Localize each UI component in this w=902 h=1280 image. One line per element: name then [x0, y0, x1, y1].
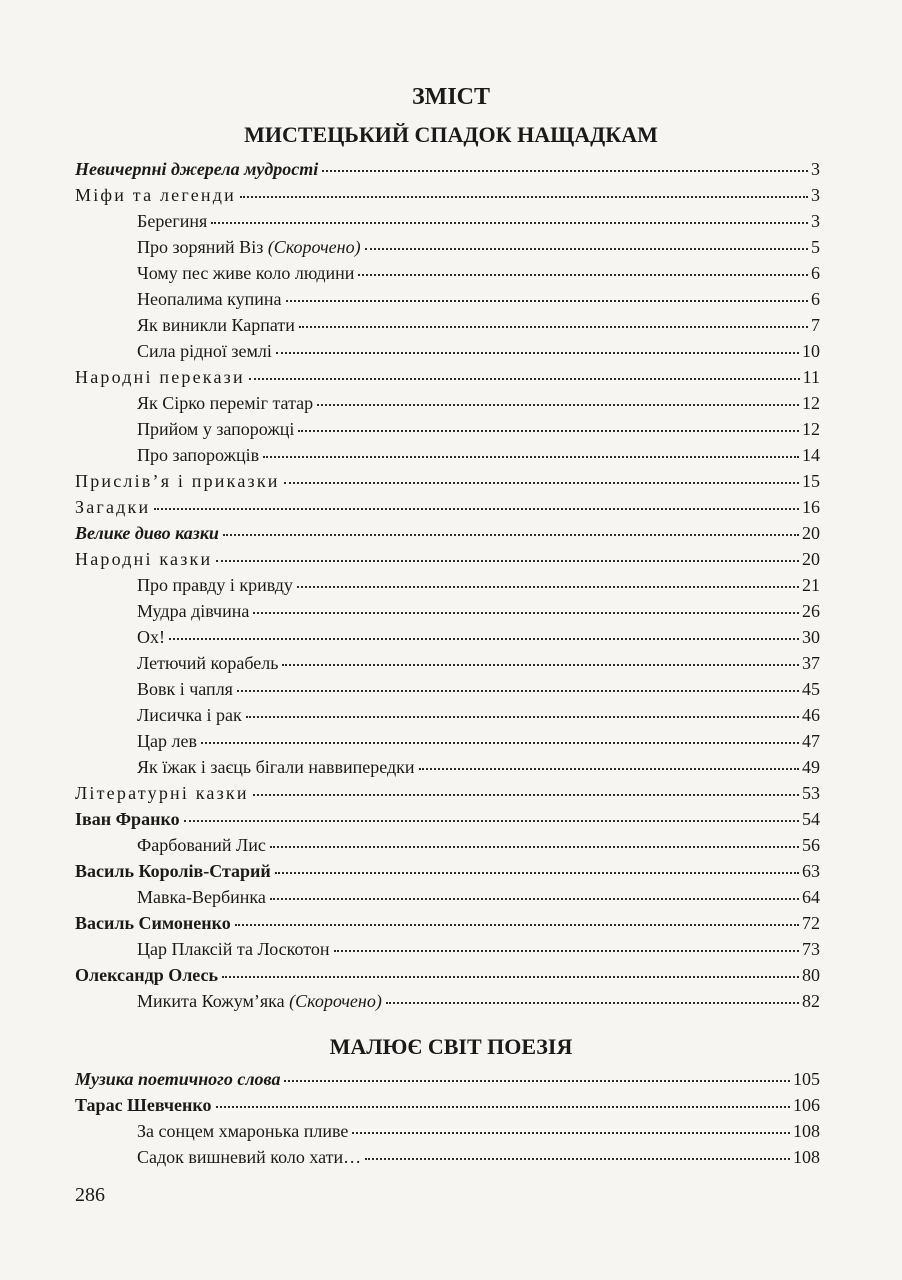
toc-entry-title [75, 546, 212, 572]
toc-entry-page: 30 [802, 627, 820, 647]
toc-entry-title [75, 364, 245, 390]
dot-leader [253, 794, 799, 796]
toc-entry [75, 598, 820, 624]
toc-entry-title-text: Прислів’я і приказки [75, 471, 280, 491]
toc-entry [75, 806, 820, 832]
toc-entry-title [137, 624, 165, 650]
toc-entry-title-text: Цар лев [137, 731, 197, 751]
toc-list-section1 [75, 156, 820, 1014]
toc-entry [75, 728, 820, 754]
toc-entry-title-text: Невичерпні джерела мудрості [75, 159, 319, 179]
toc-entry-title-text: Ох! [137, 627, 165, 647]
dot-leader [286, 300, 808, 302]
toc-entry-title [137, 936, 330, 962]
toc-entry [75, 936, 820, 962]
dot-leader [222, 976, 799, 978]
toc-entry-title-text: Микита Кожум’яка [137, 991, 285, 1011]
toc-entry-page: 14 [802, 445, 820, 465]
toc-entry-title [137, 572, 293, 598]
toc-entry [75, 1118, 820, 1144]
toc-entry-title-text: Василь Королів-Старий [75, 861, 271, 881]
toc-entry-title-text: Олександр Олесь [75, 965, 219, 985]
toc-entry-page: 6 [811, 289, 820, 309]
dot-leader [154, 508, 799, 510]
toc-entry-title-text: Мудра дівчина [137, 601, 250, 621]
toc-entry-page: 45 [802, 679, 820, 699]
toc-entry-title-text: Міфи та легенди [75, 185, 236, 205]
dot-leader [276, 352, 799, 354]
toc-entry-note: (Скорочено) [267, 237, 361, 257]
toc-entry-title-text: Прийом у запорожці [137, 419, 295, 439]
toc-entry [75, 754, 820, 780]
toc-entry [75, 520, 820, 546]
dot-leader [365, 1158, 790, 1160]
toc-entry [75, 182, 820, 208]
toc-entry-page: 20 [802, 549, 820, 569]
toc-entry [75, 832, 820, 858]
toc-entry-page: 82 [802, 991, 820, 1011]
toc-entry [75, 1144, 820, 1170]
toc-entry-title [75, 182, 236, 208]
toc-entry [75, 780, 820, 806]
toc-entry-title-text: Як виникли Карпати [137, 315, 295, 335]
toc-entry-title-text: Тарас Шевченко [75, 1095, 212, 1115]
dot-leader [358, 274, 808, 276]
toc-entry-title [75, 858, 271, 884]
toc-entry-title-text: Як їжак і заєць бігали наввипередки [137, 757, 415, 777]
toc-entry-title [137, 702, 242, 728]
dot-leader [270, 846, 799, 848]
toc-entry-title-text: Василь Симоненко [75, 913, 231, 933]
toc-entry [75, 1092, 820, 1118]
toc-list-section2 [75, 1066, 820, 1170]
toc-entry-page: 20 [802, 523, 820, 543]
toc-entry-page: 72 [802, 913, 820, 933]
toc-entry-title [137, 390, 313, 416]
toc-entry-title [137, 754, 415, 780]
toc-entry-title [137, 208, 207, 234]
toc-entry-page: 3 [811, 185, 820, 205]
dot-leader [249, 378, 800, 380]
toc-entry-title [75, 1092, 212, 1118]
dot-leader [322, 170, 808, 172]
dot-leader [184, 820, 799, 822]
toc-entry-title [75, 780, 249, 806]
toc-entry-title-text: Чому пес живе коло людини [137, 263, 355, 283]
toc-entry [75, 494, 820, 520]
toc-entry-page: 108 [793, 1121, 820, 1141]
toc-entry-title-text: Загадки [75, 497, 151, 517]
toc-entry-page: 26 [802, 601, 820, 621]
dot-leader [297, 586, 799, 588]
toc-entry-title [137, 650, 278, 676]
toc-entry [75, 156, 820, 182]
toc-title: ЗМІСТ [412, 84, 490, 110]
dot-leader [240, 196, 808, 198]
dot-leader [270, 898, 799, 900]
toc-entry-page: 15 [802, 471, 820, 491]
toc-entry-title [137, 338, 272, 364]
toc-entry-title-text: Цар Плаксій та Лоскотон [137, 939, 330, 959]
toc-entry-page: 73 [802, 939, 820, 959]
toc-entry [75, 416, 820, 442]
dot-leader [223, 534, 799, 536]
toc-entry [75, 390, 820, 416]
dot-leader [211, 222, 808, 224]
toc-entry-page: 56 [802, 835, 820, 855]
toc-entry [75, 884, 820, 910]
toc-entry-title-text: Вовк і чапля [137, 679, 233, 699]
toc-entry-page: 16 [802, 497, 820, 517]
dot-leader [237, 690, 799, 692]
toc-entry-title [137, 1118, 348, 1144]
dot-leader [246, 716, 799, 718]
dot-leader [317, 404, 799, 406]
toc-entry-title-text: Мавка-Вербинка [137, 887, 266, 907]
toc-entry-page: 108 [793, 1147, 820, 1167]
toc-entry-title [75, 962, 218, 988]
toc-entry-title-text: Про правду і кривду [137, 575, 293, 595]
dot-leader [284, 482, 799, 484]
toc-entry-title [137, 260, 354, 286]
toc-entry-title-text: Лисичка і рак [137, 705, 242, 725]
dot-leader [169, 638, 799, 640]
toc-entry [75, 208, 820, 234]
toc-entry-title [137, 728, 197, 754]
dot-leader [299, 326, 808, 328]
toc-entry-title-text: Велике диво казки [75, 523, 219, 543]
toc-entry-title-text: Про запорожців [137, 445, 260, 465]
toc-entry-title-text: Музика поетичного слова [75, 1069, 281, 1089]
dot-leader [419, 768, 799, 770]
toc-entry-page: 5 [811, 237, 820, 257]
toc-entry-page: 3 [811, 159, 820, 179]
dot-leader [298, 430, 799, 432]
dot-leader [282, 664, 799, 666]
toc-entry-title [75, 910, 231, 936]
toc-entry [75, 988, 820, 1014]
toc-entry-title [137, 988, 382, 1014]
toc-entry [75, 624, 820, 650]
toc-entry-page: 105 [793, 1069, 820, 1089]
toc-entry-page: 11 [802, 367, 820, 387]
toc-entry-title-text: Про зоряний Віз [137, 237, 264, 257]
dot-leader [253, 612, 799, 614]
toc-entry-title [137, 598, 249, 624]
toc-entry-title [137, 234, 361, 260]
toc-entry-title [75, 156, 318, 182]
toc-entry-page: 106 [793, 1095, 820, 1115]
toc-entry [75, 910, 820, 936]
toc-entry-title-text: Неопалима купина [137, 289, 282, 309]
toc-entry [75, 676, 820, 702]
toc-entry [75, 702, 820, 728]
toc-entry-page: 21 [802, 575, 820, 595]
dot-leader [352, 1132, 790, 1134]
toc-entry-title [137, 832, 266, 858]
toc-entry-title-text: Фарбований Лис [137, 835, 266, 855]
dot-leader [216, 1106, 791, 1108]
toc-entry [75, 234, 820, 260]
toc-entry-title [137, 676, 233, 702]
dot-leader [365, 248, 808, 250]
toc-entry-title-text: Берегиня [137, 211, 208, 231]
toc-entry-page: 49 [802, 757, 820, 777]
toc-entry-title-text: Летючий корабель [137, 653, 279, 673]
dot-leader [216, 560, 799, 562]
toc-entry [75, 286, 820, 312]
toc-entry-page: 3 [811, 211, 820, 231]
dot-leader [284, 1080, 790, 1082]
toc-entry [75, 858, 820, 884]
toc-entry [75, 546, 820, 572]
toc-entry-page: 63 [802, 861, 820, 881]
toc-entry [75, 962, 820, 988]
dot-leader [386, 1002, 799, 1004]
toc-entry [75, 442, 820, 468]
page-number: 286 [75, 1184, 105, 1206]
toc-entry-title [75, 494, 150, 520]
toc-entry-page: 6 [811, 263, 820, 283]
dot-leader [263, 456, 799, 458]
toc-entry-title-text: Іван Франко [75, 809, 180, 829]
dot-leader [201, 742, 799, 744]
toc-entry [75, 364, 820, 390]
section-heading-poetry: МАЛЮЄ СВІТ ПОЕЗІЯ [329, 1034, 573, 1059]
toc-entry [75, 650, 820, 676]
toc-entry-title [137, 286, 282, 312]
dot-leader [235, 924, 799, 926]
toc-entry-title [137, 884, 266, 910]
toc-entry-title [137, 442, 259, 468]
toc-entry-title-text: Садок вишневий коло хати… [137, 1147, 362, 1167]
toc-entry-page: 10 [802, 341, 820, 361]
toc-entry [75, 260, 820, 286]
toc-entry-title [75, 468, 280, 494]
toc-entry [75, 1066, 820, 1092]
toc-entry-title [137, 416, 294, 442]
toc-entry-title [137, 312, 295, 338]
toc-entry-title [75, 806, 180, 832]
toc-entry-page: 37 [802, 653, 820, 673]
toc-entry [75, 312, 820, 338]
toc-entry-page: 54 [802, 809, 820, 829]
toc-entry [75, 468, 820, 494]
toc-entry-page: 64 [802, 887, 820, 907]
toc-entry-title-text: Народні перекази [75, 367, 245, 387]
toc-entry-title-text: Літературні казки [75, 783, 249, 803]
toc-entry-page: 7 [811, 315, 820, 335]
toc-entry [75, 572, 820, 598]
section-heading-heritage: МИСТЕЦЬКИЙ СПАДОК НАЩАДКАМ [244, 122, 658, 147]
toc-entry-page: 12 [802, 419, 820, 439]
toc-entry-page: 47 [802, 731, 820, 751]
toc-entry-title-text: Сила рідної землі [137, 341, 272, 361]
toc-entry-page: 12 [802, 393, 820, 413]
toc-entry-page: 53 [802, 783, 820, 803]
dot-leader [275, 872, 799, 874]
toc-entry-title [137, 1144, 361, 1170]
toc-entry-note: (Скорочено) [289, 991, 382, 1011]
toc-entry-page: 46 [802, 705, 820, 725]
toc-entry-title [75, 1066, 280, 1092]
dot-leader [334, 950, 799, 952]
toc-entry-title [75, 520, 219, 546]
toc-entry-title-text: За сонцем хмаронька пливе [137, 1121, 349, 1141]
toc-entry-title-text: Як Сірко переміг татар [137, 393, 314, 413]
toc-entry-page: 80 [802, 965, 820, 985]
toc-entry-title-text: Народні казки [75, 549, 213, 569]
toc-entry [75, 338, 820, 364]
